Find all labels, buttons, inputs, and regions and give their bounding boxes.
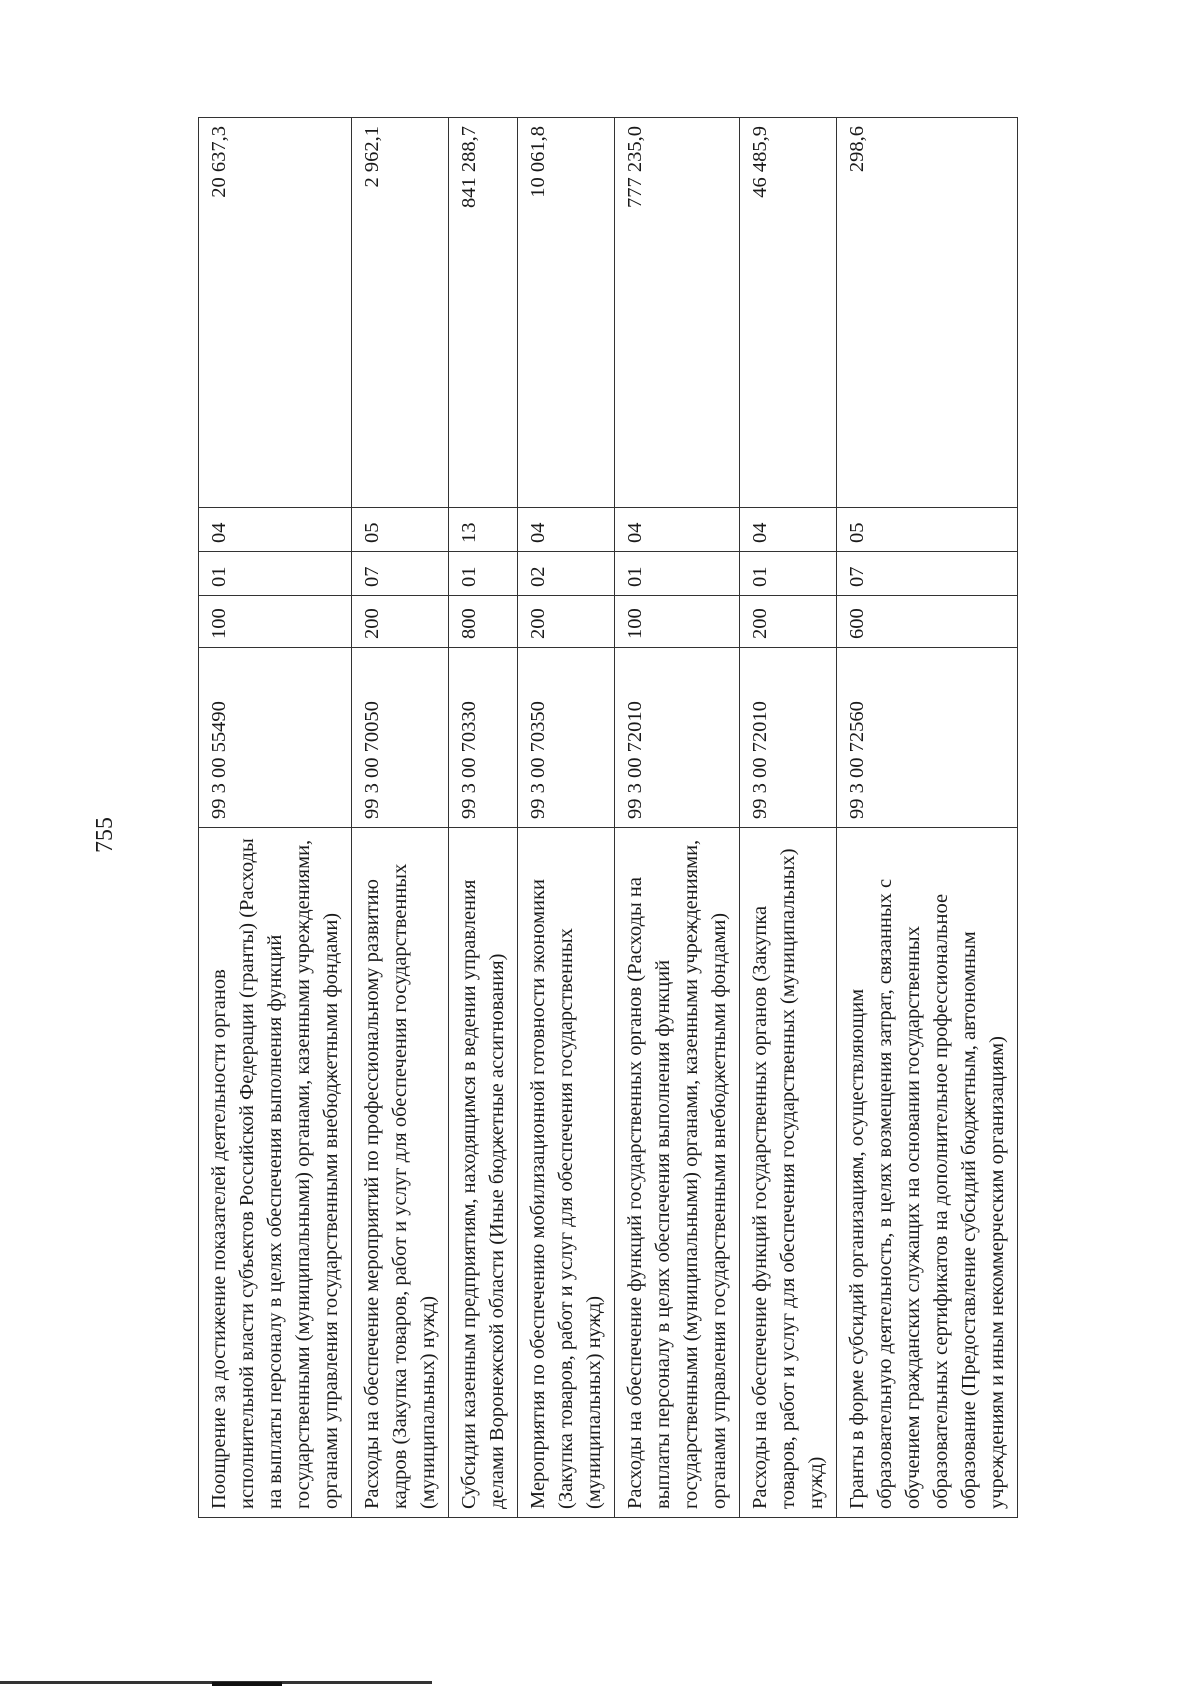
page-number: 755 [92, 817, 118, 853]
target-code-cell: 99 3 00 55490 [199, 648, 352, 828]
budget-table [198, 117, 1018, 1518]
subsection-cell: 04 [199, 508, 352, 552]
table-row [740, 118, 837, 1518]
expense-type-cell: 600 [837, 596, 1018, 648]
amount-cell: 841 288,7 [449, 118, 518, 508]
target-code-cell: 99 3 00 70350 [518, 648, 615, 828]
expense-name-cell: Поощрение за достижение показателей деятельности органов исполнительной власти субъектов Российской Федерации (гранты) (Расходы на выплаты персоналу в целях обеспечения выполнения функций государственными (муниципальными) органами, казенными учреждениями, органами управления государственными внебюджетными фондами) [199, 828, 352, 1518]
section-cell: 01 [740, 552, 837, 596]
expense-name-cell: Гранты в форме субсидий организациям, осуществляющим образовательную деятельность, в целях возмещения затрат, связанных с обучением гражданских служащих на основании государственных образовательных сертификатов на дополнительное профессиональное образование (Предоставление субсидий бюджетным, автономным учреждениям и иным некоммерческим организациям) [837, 828, 1018, 1518]
target-code-cell: 99 3 00 70050 [352, 648, 449, 828]
expense-name-cell: Мероприятия по обеспечению мобилизационной готовности экономики (Закупка товаров, работ и услуг для обеспечения государственных (муниципальных) нужд) [518, 828, 615, 1518]
section-cell: 07 [352, 552, 449, 596]
section-cell: 07 [837, 552, 1018, 596]
expense-type-cell: 800 [449, 596, 518, 648]
subsection-cell: 04 [615, 508, 740, 552]
expense-type-cell: 200 [740, 596, 837, 648]
target-code-cell: 99 3 00 72010 [740, 648, 837, 828]
section-cell: 01 [615, 552, 740, 596]
section-cell: 02 [518, 552, 615, 596]
target-code-cell: 99 3 00 70330 [449, 648, 518, 828]
section-cell: 01 [449, 552, 518, 596]
subsection-cell: 05 [837, 508, 1018, 552]
table-row [352, 118, 449, 1518]
amount-cell: 298,6 [837, 118, 1018, 508]
target-code-cell: 99 3 00 72010 [615, 648, 740, 828]
section-cell: 01 [199, 552, 352, 596]
subsection-cell: 13 [449, 508, 518, 552]
amount-cell: 20 637,3 [199, 118, 352, 508]
table-row [615, 118, 740, 1518]
amount-cell: 777 235,0 [615, 118, 740, 508]
subsection-cell: 04 [740, 508, 837, 552]
table-row [518, 118, 615, 1518]
table-row [449, 118, 518, 1518]
expense-type-cell: 200 [352, 596, 449, 648]
subsection-cell: 04 [518, 508, 615, 552]
expense-name-cell: Расходы на обеспечение функций государственных органов (Расходы на выплаты персоналу в целях обеспечения выполнения функций государственными (муниципальными) органами, казенными учреждениями, органами управления государственными внебюджетными фондами) [615, 828, 740, 1518]
table-row [837, 118, 1018, 1518]
amount-cell: 46 485,9 [740, 118, 837, 508]
subsection-cell: 05 [352, 508, 449, 552]
budget-table-container [198, 118, 1128, 1518]
expense-type-cell: 100 [199, 596, 352, 648]
expense-name-cell: Расходы на обеспечение функций государственных органов (Закупка товаров, работ и услуг для обеспечения государственных (муниципальных) нужд) [740, 828, 837, 1518]
expense-type-cell: 100 [615, 596, 740, 648]
amount-cell: 10 061,8 [518, 118, 615, 508]
table-row [199, 118, 352, 1518]
footer-rule-mark [212, 1682, 282, 1686]
target-code-cell: 99 3 00 72560 [837, 648, 1018, 828]
expense-name-cell: Субсидии казенным предприятиям, находящимся в ведении управления делами Воронежской области (Иные бюджетные ассигнования) [449, 828, 518, 1518]
amount-cell: 2 962,1 [352, 118, 449, 508]
expense-type-cell: 200 [518, 596, 615, 648]
expense-name-cell: Расходы на обеспечение мероприятий по профессиональному развитию кадров (Закупка товаров, работ и услуг для обеспечения государственных (муниципальных) нужд) [352, 828, 449, 1518]
